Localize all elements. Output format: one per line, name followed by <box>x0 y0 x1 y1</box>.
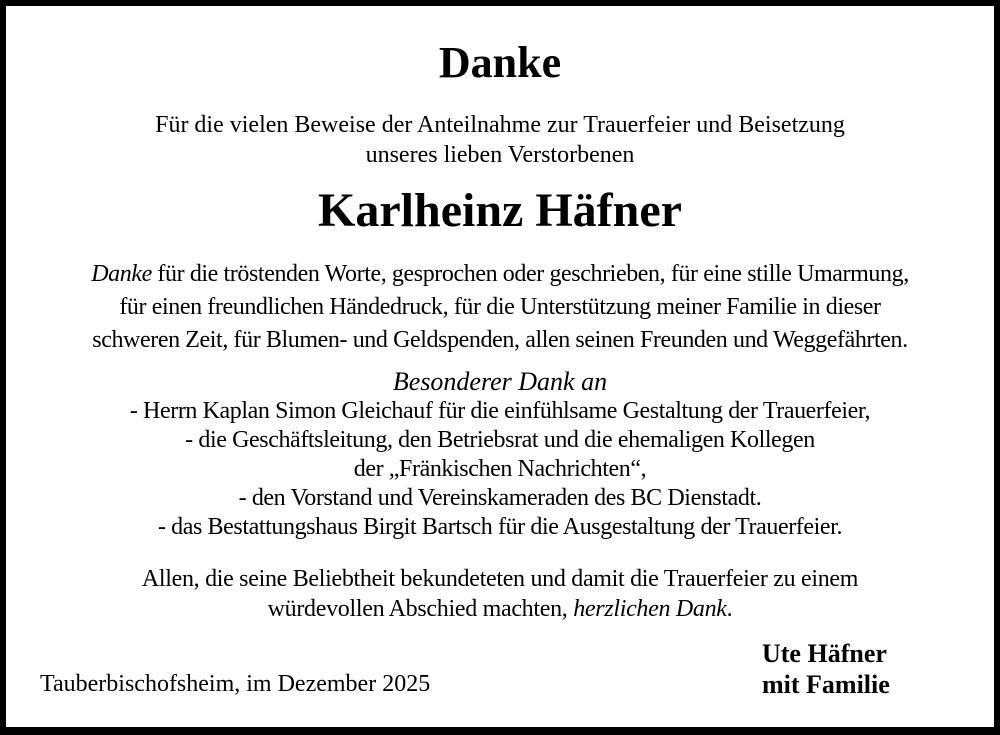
thanks-line-2: für einen freundlichen Händedruck, für die Unterstützung meiner Familie in dieser <box>119 294 881 320</box>
special-thanks-item: - den Vorstand und Vereinskameraden des BC Dienstadt. <box>238 485 762 511</box>
signature-name: Ute Häfner <box>762 639 887 668</box>
special-thanks-heading: Besonderer Dank an <box>392 367 608 396</box>
place-date: Tauberbischofsheim, im Dezember 2025 <box>40 671 431 697</box>
special-thanks-list <box>6 397 994 542</box>
thanks-line-1-rest: für die tröstenden Worte, gesprochen oder geschrieben, für eine stille Umarmung, <box>151 261 909 287</box>
signature-block <box>762 638 890 700</box>
closing-line-2-end: . <box>726 596 733 622</box>
thanks-line-3: schweren Zeit, für Blumen- und Geldspenden, allen seinen Freunden und Weggefährten. <box>92 327 908 353</box>
closing-line-2-normal: würdevollen Abschied machten, <box>267 596 574 622</box>
thanks-lead-italic: Danke <box>91 261 152 287</box>
closing-paragraph <box>6 564 994 624</box>
closing-line-1: Allen, die seine Beliebtheit bekundeteten und damit die Trauerfeier zu einem <box>141 566 859 592</box>
notice-title: Danke <box>438 38 562 87</box>
closing-line-2 <box>6 594 994 624</box>
special-thanks-item: - Herrn Kaplan Simon Gleichauf für die einfühlsame Gestaltung der Trauerfeier, <box>129 398 871 424</box>
deceased-name: Karlheinz Häfner <box>318 184 682 237</box>
thanks-line-1 <box>6 258 994 291</box>
closing-line-2-italic: herzlichen Dank <box>573 596 727 622</box>
intro-line-2: unseres lieben Verstorbenen <box>365 142 635 168</box>
special-thanks-item: - das Bestattungshaus Birgit Bartsch für die Ausgestaltung der Trauerfeier. <box>157 514 843 540</box>
signature-family: mit Familie <box>762 670 890 699</box>
intro-paragraph <box>6 110 994 170</box>
intro-line-1: Für die vielen Beweise der Anteilnahme zur Trauerfeier und Beisetzung <box>155 112 845 138</box>
special-thanks-item: - die Geschäftsleitung, den Betriebsrat und die ehemaligen Kollegen <box>185 427 815 453</box>
thanks-paragraph <box>6 258 994 357</box>
special-thanks-item: der „Fränkischen Nachrichten“, <box>353 456 647 482</box>
